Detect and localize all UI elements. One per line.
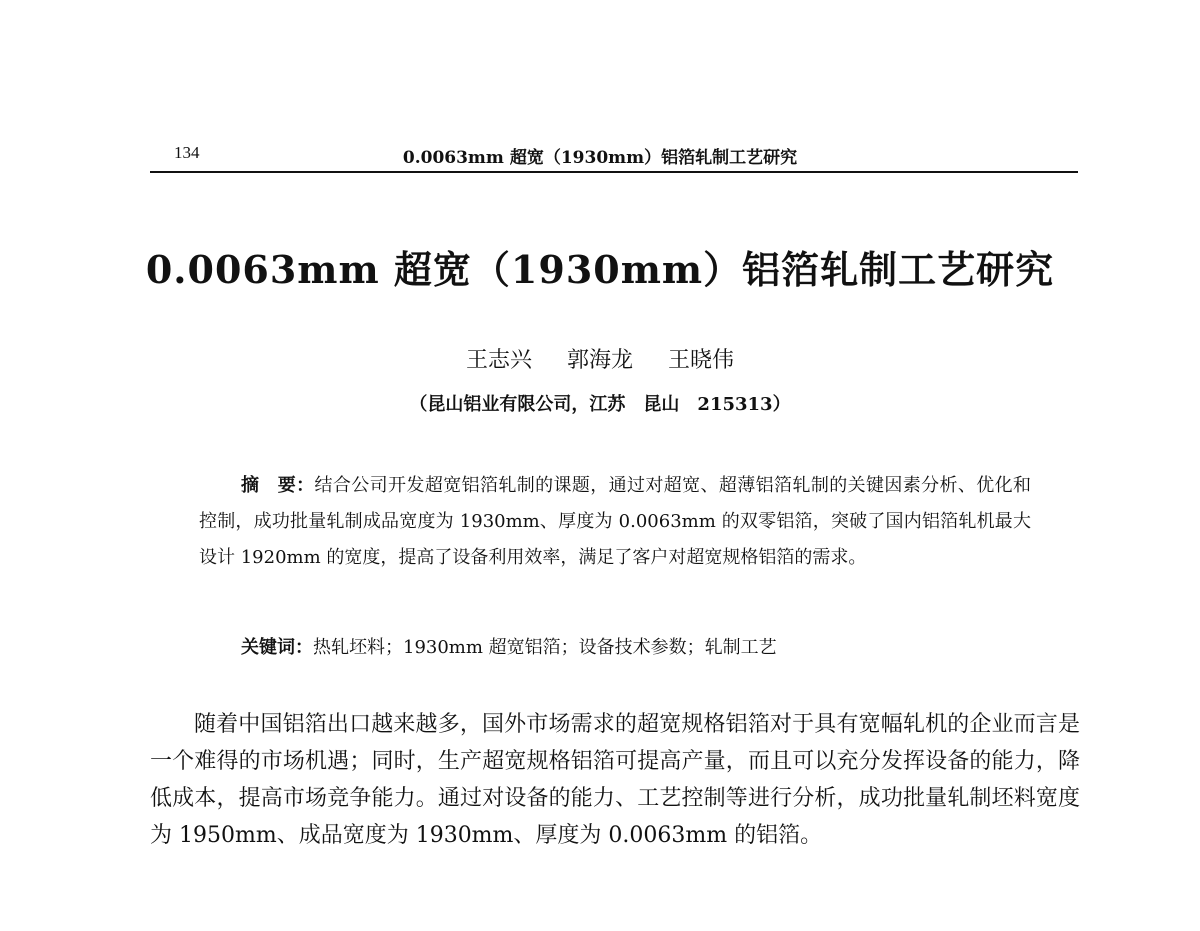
- header-rule: [150, 171, 1078, 173]
- abstract: [199, 468, 1031, 576]
- keywords-label: 关键词：: [241, 637, 313, 658]
- author-name: 王晓伟: [668, 348, 735, 373]
- author-name: 王志兴: [465, 348, 532, 373]
- body-paragraph: 随着中国铝箔出口越来越多，国外市场需求的超宽规格铝箔对于具有宽幅轧机的企业而言是一个难得的市场机遇；同时，生产超宽规格铝箔可提高产量，而且可以充分发挥设备的能力，降低成本，提高市场竞争能力。通过对设备的能力、工艺控制等进行分析，成功批量轧制坯料宽度为 1950mm、成品宽度为 1930mm、厚度为 0.0063mm 的铝箔。: [150, 712, 1080, 848]
- keywords-text: 热轧坯料；1930mm 超宽铝箔；设备技术参数；轧制工艺: [313, 637, 777, 658]
- running-title: 0.0063mm 超宽（1930mm）铝箔轧制工艺研究: [402, 148, 798, 168]
- author-name: 郭海龙: [566, 348, 633, 373]
- author-list: [0, 343, 1200, 374]
- keywords: [241, 630, 777, 666]
- abstract-text: 结合公司开发超宽铝箔轧制的课题，通过对超宽、超薄铝箔轧制的关键因素分析、优化和控制，成功批量轧制成品宽度为 1930mm、厚度为 0.0063mm 的双零铝箔，突破了国内铝箔轧机最大设计 1920mm 的宽度，提高了设备利用效率，满足了客户对超宽规格铝箔的需求。: [199, 475, 1032, 568]
- affiliation: （昆山铝业有限公司，江苏 昆山 215313）: [409, 394, 791, 415]
- page-number: 134: [174, 143, 200, 162]
- paper-title: 0.0063mm 超宽（1930mm）铝箔轧制工艺研究: [145, 247, 1055, 292]
- abstract-label: 摘 要：: [241, 475, 315, 496]
